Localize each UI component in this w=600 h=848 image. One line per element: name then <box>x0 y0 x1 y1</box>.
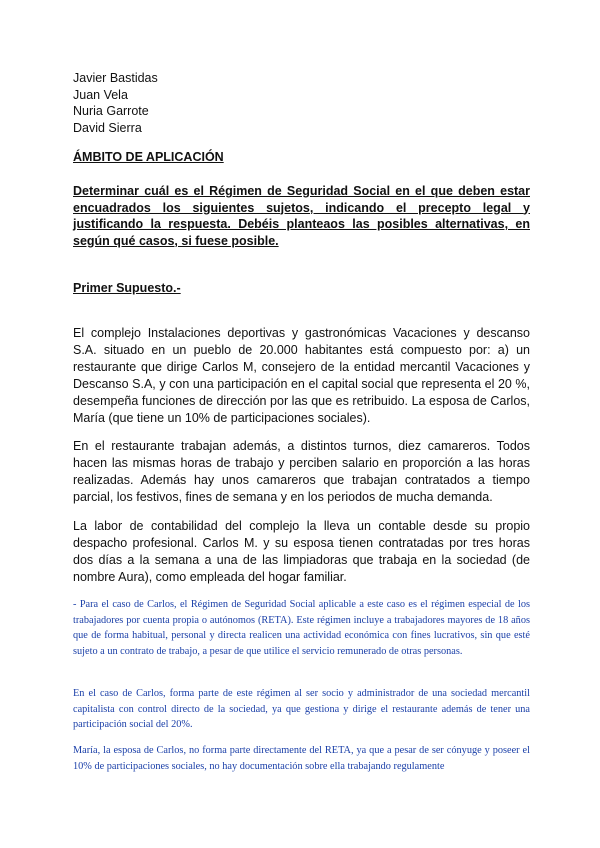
author-name: David Sierra <box>73 120 142 135</box>
case-paragraph: El complejo Instalaciones deportivas y gastronómicas Vacaciones y descanso S.A. situado en un pueblo de 20.000 habitantes está compuesto por: a) un restaurante que dirige Carlos M, consejero de la entidad mercantil Vacaciones y Descanso S.A, y con una participación en el capital social que representa el 20 %, desempeña funciones de dirección por las que es retribuido. La esposa de Carlos, María (que tiene un 10% de participaciones sociales). <box>73 326 530 425</box>
answer-paragraph: María, la esposa de Carlos, no forma parte directamente del RETA, ya que a pesar de ser cónyuge y poseer el 10% de participaciones sociales, no hay documentación sobre ella trabajando regulamente <box>73 745 530 772</box>
answer-paragraph: En el caso de Carlos, forma parte de este régimen al ser socio y administrador de una sociedad mercantil capitalista con control directo de la sociedad, ya que gestiona y dirige el restaurante además de tener una participación social del 20%. <box>73 688 530 730</box>
case-title: Primer Supuesto.- <box>73 281 181 295</box>
author-name: Juan Vela <box>73 87 128 102</box>
author-name: Nuria Garrote <box>73 104 149 118</box>
case-paragraph: La labor de contabilidad del complejo la lleva un contable desde su propio despacho profesional. Carlos M. y su esposa tienen contratadas por tres horas dos días a la semana a una de las limpiadoras que trabaja en la sociedad (de nombre Aura), como empleada del hogar familiar. <box>73 519 530 584</box>
section-heading: ÁMBITO DE APLICACIÓN <box>73 150 224 164</box>
author-list <box>73 70 158 136</box>
author-name: Javier Bastidas <box>73 71 158 85</box>
case-paragraph: En el restaurante trabajan además, a distintos turnos, diez camareros. Todos hacen las mismas horas de trabajo y perciben salario en proporción a las horas realizadas. Además hay unos camareros que trabajan contratados a tiempo parcial, los festivos, fines de semana y en los periodos de mucha demanda. <box>73 439 530 504</box>
answer-paragraph: - Para el caso de Carlos, el Régimen de Seguridad Social aplicable a este caso es el régimen especial de los trabajadores por cuenta propia o autónomos (RETA). Este régimen incluye a trabajadores mayores de 18 años que de forma habitual, personal y directa realicen una actividad económica con fines lucrativos, sin que esté sujeto a un contrato de trabajo, a pesar de que utilice el servicio remunerado de otras personas. <box>73 599 530 657</box>
task-statement: Determinar cuál es el Régimen de Seguridad Social en el que deben estar encuadrados los siguientes sujetos, indicando el precepto legal y justificando la respuesta. Debéis planteaos las posibles alternativas, en según qué casos, si fuese posible. <box>73 184 530 248</box>
